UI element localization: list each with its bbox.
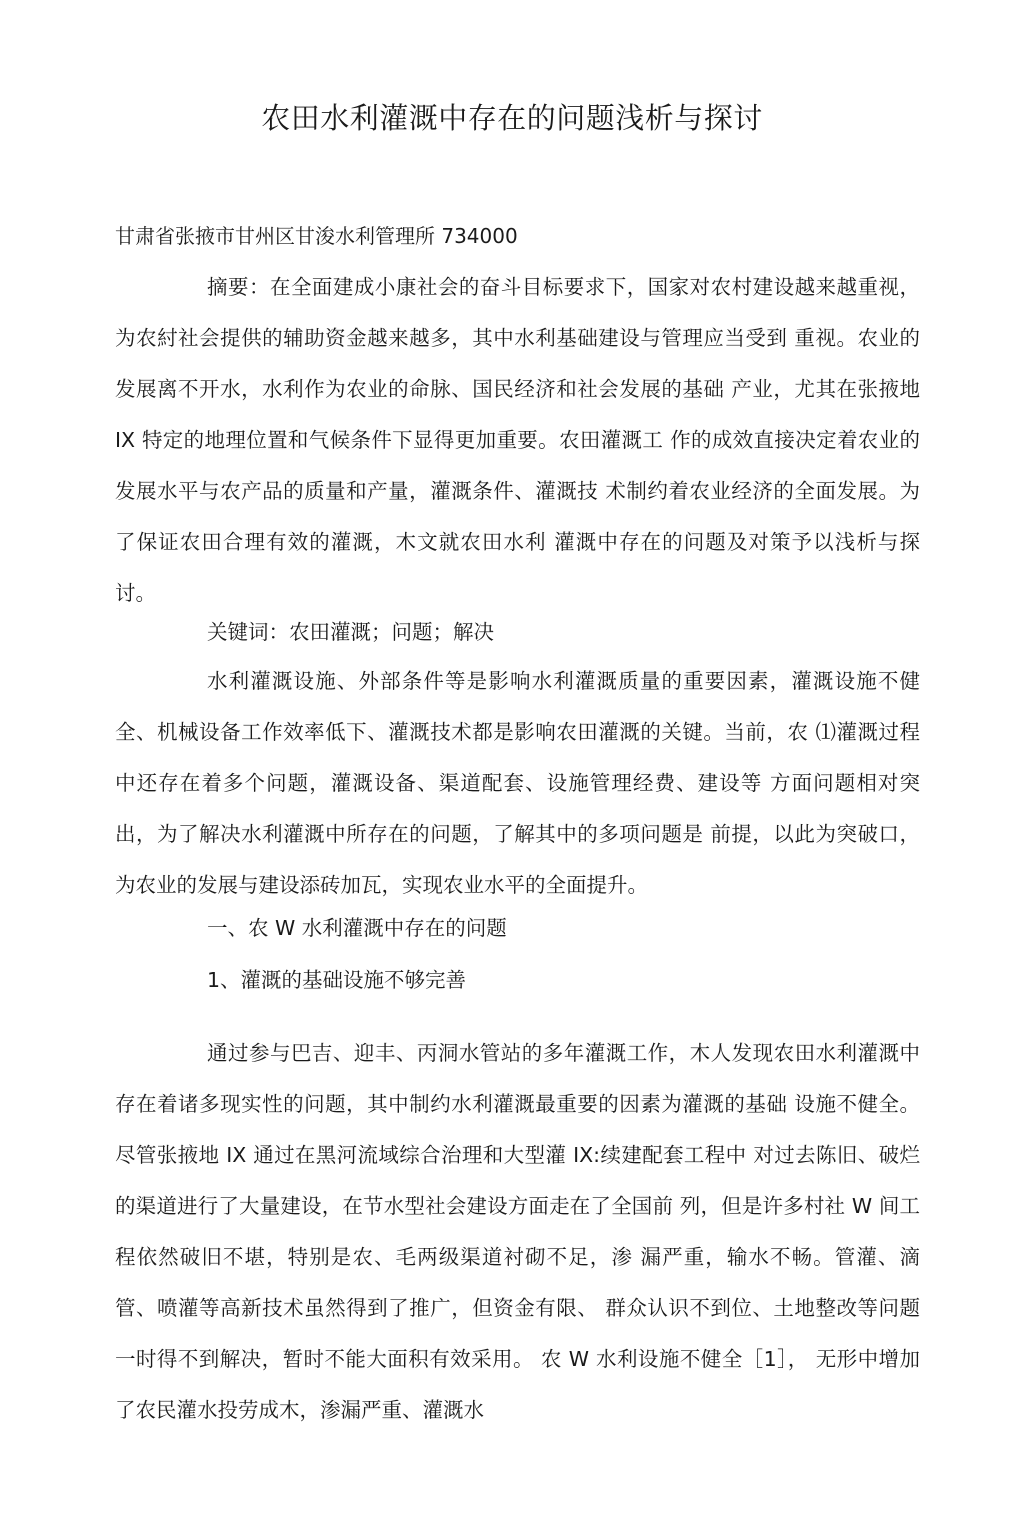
author-affiliation: 甘肃省张掖市甘州区甘浚水利管理所 734000 <box>115 224 518 248</box>
document-title: 农田水利灌溉中存在的问题浅析与探讨 <box>261 101 763 135</box>
intro-paragraph: 水利灌溉设施、外部条件等是影响水利灌溉质量的重要因素，灌溉设施不健全、机械设备工作效率低下、灌溉技术都是影响农田灌溉的关键。当前，农 ⑴灌溉过程中还存在着多个问题，灌溉设备、渠道配套、设施管理经费、建设等 方面问题相对突出，为了解决水利灌溉中所存在的问题，了解其中的多项问题是 前提，以此为突破口，为农业的发展与建设添砖加瓦，实现农业水平的全面提升。 <box>115 669 920 897</box>
body-paragraph: 通过参与巴吉、迎丰、丙洞水管站的多年灌溉工作，木人发现农田水利灌溉中存在着诸多现实性的问题，其中制约水利灌溉最重要的因素为灌溉的基础 设施不健全。尽管张掖地 IX 通过在黑河流域综合治理和大型灌 IX:续建配套工程中 对过去陈旧、破烂的渠道进行了大量建设，在节水型社会建设方面走在了全国前 列，但是许多村社 W 间工程依然破旧不堪，特别是农、毛两级渠道衬砌不足，渗 漏严重，输水不畅。管灌、滴管、喷灌等高新技术虽然得到了推广，但资金有限、 群众认识不到位、土地整改等问题一时得不到解决，暂时不能大面积有效采用。 农 W 水利设施不健全［1］， 无形中增加了农民灌水投劳成木，渗漏严重、灌溉水 <box>115 1041 920 1422</box>
section-heading: 一、农 W 水利灌溉中存在的问题 <box>207 916 507 940</box>
keywords-line: 关键词：农田灌溉；问题；解决 <box>207 620 494 644</box>
abstract-paragraph: 摘要：在全面建成小康社会的奋斗目标要求下，国家对农村建设越来越重视，为农紂社会提供的辅助资金越来越多，其中水利基础建设与管理应当受到 重视。农业的发展离不开水，水利作为农业的命脉、国民经济和社会发展的基础 产业，尤其在张掖地 IX 特定的地理位置和气候条件下显得更加重要。农田灌溉工 作的成效直接决定着农业的发展水平与农产品的质量和产量，灌溉条件、灌溉技 术制约着农业经济的全面发展。为了保证农田合理有效的灌溉，木文就农田水利 灌溉中存在的问题及对策予以浅析与探讨。 <box>115 275 920 605</box>
subsection-heading: 1、灌溉的基础设施不够完善 <box>207 968 467 992</box>
